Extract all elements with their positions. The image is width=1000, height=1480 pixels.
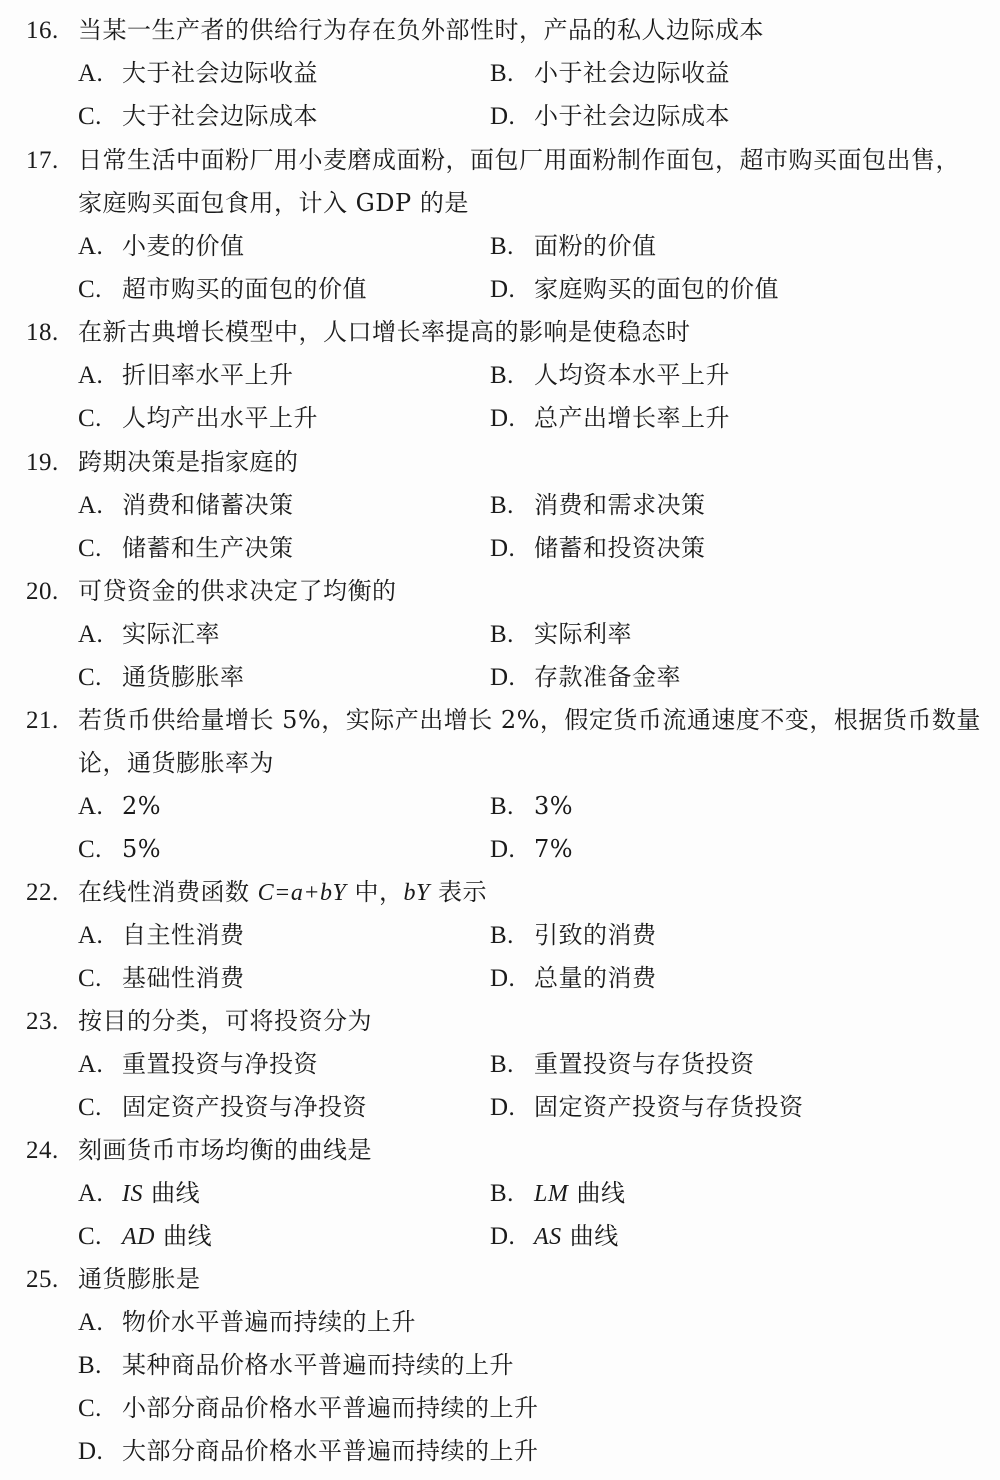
option-a <box>78 1044 318 1084</box>
option-text: 大于社会边际收益 <box>122 59 318 87</box>
option-label: A. <box>78 1309 104 1336</box>
option-text: 基础性消费 <box>122 964 245 992</box>
option-a <box>78 226 245 266</box>
option-label: B. <box>490 621 514 648</box>
question-stem <box>26 1001 372 1041</box>
question-text: 在新古典增长模型中，人口增长率提高的影响是使稳态时 <box>78 318 691 346</box>
curve-abbr: AD <box>122 1224 155 1250</box>
option-text: 物价水平普遍而持续的上升 <box>122 1308 416 1336</box>
question-number: 23. <box>26 1008 59 1035</box>
option-text: 折旧率水平上升 <box>122 361 294 389</box>
option-b <box>490 226 657 266</box>
option-text: 固定资产投资与净投资 <box>122 1093 367 1121</box>
option-b <box>490 485 706 525</box>
question-stem <box>26 1130 372 1170</box>
option-b <box>490 786 573 826</box>
option-b <box>490 614 632 654</box>
option-b <box>490 53 730 93</box>
option-b <box>490 1044 755 1084</box>
question-stem-continued <box>78 183 469 223</box>
option-label: D. <box>490 103 516 130</box>
option-label: C. <box>78 965 102 992</box>
question-stem <box>26 140 960 180</box>
option-d <box>490 657 681 697</box>
option-text: 2% <box>122 792 162 820</box>
option-text: 固定资产投资与存货投资 <box>534 1093 804 1121</box>
question-number: 16. <box>26 17 59 44</box>
curve-abbr: LM <box>534 1181 569 1207</box>
option-text: 7% <box>534 835 574 863</box>
formula-variable: bY <box>403 880 430 906</box>
option-b <box>490 355 730 395</box>
option-label: C. <box>78 405 102 432</box>
option-label: D. <box>490 664 516 691</box>
option-text: 某种商品价格水平普遍而持续的上升 <box>122 1351 514 1379</box>
question-text: 中， <box>346 878 404 906</box>
question-number: 21. <box>26 707 59 734</box>
option-label: C. <box>78 103 102 130</box>
option-text: 储蓄和生产决策 <box>122 534 294 562</box>
option-d <box>78 1431 539 1471</box>
option-label: D. <box>490 836 516 863</box>
option-label: C. <box>78 535 102 562</box>
question-number: 18. <box>26 319 59 346</box>
option-label: B. <box>490 233 514 260</box>
option-text: 小部分商品价格水平普遍而持续的上升 <box>122 1394 539 1422</box>
option-label: D. <box>78 1438 104 1465</box>
option-text: 总产出增长率上升 <box>534 404 730 432</box>
option-text: 家庭购买的面包的价值 <box>534 275 779 303</box>
option-c <box>78 657 245 697</box>
option-d <box>490 1216 619 1256</box>
option-text: 总量的消费 <box>534 964 657 992</box>
question-stem <box>26 700 981 740</box>
option-label: A. <box>78 621 104 648</box>
option-text: 面粉的价值 <box>534 232 657 260</box>
option-label: B. <box>490 1180 514 1207</box>
question-text: 跨期决策是指家庭的 <box>78 448 299 476</box>
option-c <box>78 1216 212 1256</box>
question-text: 刻画货币市场均衡的曲线是 <box>78 1136 372 1164</box>
option-label: D. <box>490 276 516 303</box>
question-text: 按目的分类，可将投资分为 <box>78 1007 372 1035</box>
option-a <box>78 355 294 395</box>
curve-abbr: AS <box>534 1224 562 1250</box>
option-label: B. <box>78 1352 102 1379</box>
option-label: C. <box>78 1223 102 1250</box>
option-d <box>490 269 779 309</box>
question-text: 当某一生产者的供给行为存在负外部性时，产品的私人边际成本 <box>78 16 764 44</box>
option-c <box>78 1388 539 1428</box>
option-label: B. <box>490 492 514 519</box>
option-text: 消费和需求决策 <box>534 491 706 519</box>
option-text: 存款准备金率 <box>534 663 681 691</box>
option-text: 曲线 <box>155 1222 213 1250</box>
option-label: D. <box>490 1094 516 1121</box>
option-text: 小于社会边际成本 <box>534 102 730 130</box>
option-label: C. <box>78 836 102 863</box>
option-c <box>78 96 318 136</box>
question-stem <box>26 10 764 50</box>
option-label: A. <box>78 922 104 949</box>
option-text: 重置投资与存货投资 <box>534 1050 755 1078</box>
option-text: 实际汇率 <box>122 620 220 648</box>
option-text: 实际利率 <box>534 620 632 648</box>
option-b <box>490 915 657 955</box>
option-d <box>490 958 657 998</box>
question-number: 25. <box>26 1266 59 1293</box>
question-text: 家庭购买面包食用，计入 GDP 的是 <box>78 189 469 217</box>
option-label: B. <box>490 922 514 949</box>
question-text: 在线性消费函数 <box>78 878 258 906</box>
question-number: 19. <box>26 449 59 476</box>
option-label: A. <box>78 1051 104 1078</box>
option-text: 通货膨胀率 <box>122 663 245 691</box>
question-stem <box>26 1259 201 1299</box>
option-c <box>78 398 318 438</box>
question-stem <box>26 571 397 611</box>
option-c <box>78 829 161 869</box>
option-label: D. <box>490 535 516 562</box>
option-text: 人均资本水平上升 <box>534 361 730 389</box>
option-label: A. <box>78 362 104 389</box>
option-c <box>78 958 245 998</box>
option-text: 小于社会边际收益 <box>534 59 730 87</box>
option-label: C. <box>78 1395 102 1422</box>
option-a <box>78 786 161 826</box>
question-stem <box>26 872 487 912</box>
option-a <box>78 485 294 525</box>
option-a <box>78 614 220 654</box>
option-text: 超市购买的面包的价值 <box>122 275 367 303</box>
option-text: 曲线 <box>568 1179 626 1207</box>
question-text: 若货币供给量增长 5%，实际产出增长 2%，假定货币流通速度不变，根据货币数量 <box>78 706 981 734</box>
option-label: C. <box>78 1094 102 1121</box>
option-label: D. <box>490 965 516 992</box>
option-d <box>490 829 573 869</box>
option-text: 储蓄和投资决策 <box>534 534 706 562</box>
option-label: A. <box>78 1180 104 1207</box>
option-a <box>78 53 318 93</box>
option-text: 自主性消费 <box>122 921 245 949</box>
option-text: 3% <box>534 792 574 820</box>
question-text: 日常生活中面粉厂用小麦磨成面粉，面包厂用面粉制作面包，超市购买面包出售， <box>78 146 960 174</box>
option-label: C. <box>78 276 102 303</box>
option-label: D. <box>490 405 516 432</box>
option-b <box>78 1345 514 1385</box>
option-label: A. <box>78 233 104 260</box>
option-label: B. <box>490 1051 514 1078</box>
option-a <box>78 1302 416 1342</box>
option-c <box>78 269 367 309</box>
option-c <box>78 528 294 568</box>
question-number: 24. <box>26 1137 59 1164</box>
option-label: A. <box>78 793 104 820</box>
option-label: D. <box>490 1223 516 1250</box>
option-text: 人均产出水平上升 <box>122 404 318 432</box>
option-text: 大部分商品价格水平普遍而持续的上升 <box>122 1437 539 1465</box>
option-label: B. <box>490 793 514 820</box>
question-number: 20. <box>26 578 59 605</box>
option-a <box>78 1173 200 1213</box>
option-label: C. <box>78 664 102 691</box>
question-text: 通货膨胀是 <box>78 1265 201 1293</box>
option-text: 曲线 <box>143 1179 201 1207</box>
option-label: A. <box>78 60 104 87</box>
option-d <box>490 1087 804 1127</box>
question-stem-continued <box>78 743 274 783</box>
option-label: B. <box>490 60 514 87</box>
option-d <box>490 96 730 136</box>
option-text: 小麦的价值 <box>122 232 245 260</box>
option-a <box>78 915 245 955</box>
option-d <box>490 398 730 438</box>
option-d <box>490 528 706 568</box>
option-label: B. <box>490 362 514 389</box>
formula: C=a+bY <box>257 880 347 906</box>
question-number: 22. <box>26 879 59 906</box>
option-text: 重置投资与净投资 <box>122 1050 318 1078</box>
question-text: 可贷资金的供求决定了均衡的 <box>78 577 397 605</box>
option-text: 大于社会边际成本 <box>122 102 318 130</box>
option-text: 5% <box>122 835 162 863</box>
question-text: 论，通货膨胀率为 <box>78 749 274 777</box>
question-stem <box>26 442 299 482</box>
option-label: A. <box>78 492 104 519</box>
curve-abbr: IS <box>122 1181 143 1207</box>
option-text: 曲线 <box>561 1222 619 1250</box>
option-b <box>490 1173 625 1213</box>
question-text: 表示 <box>429 878 488 906</box>
question-stem <box>26 312 691 352</box>
option-c <box>78 1087 367 1127</box>
option-text: 引致的消费 <box>534 921 657 949</box>
option-text: 消费和储蓄决策 <box>122 491 294 519</box>
question-number: 17. <box>26 147 59 174</box>
